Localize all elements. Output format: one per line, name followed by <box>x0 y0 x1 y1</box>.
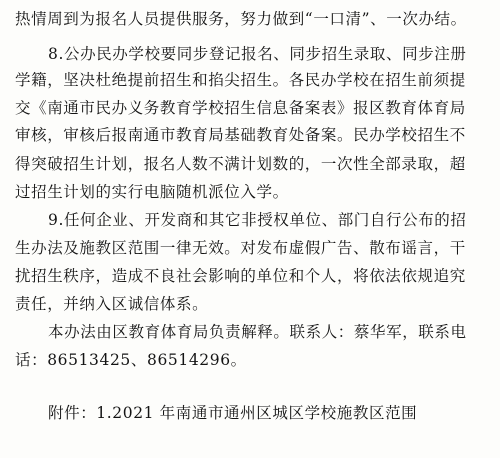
paragraph-line-4: 交《南通市民办义务教育学校招生信息备案表》报区教育体育局 <box>15 99 466 117</box>
paragraph-line-5: 审核，审核后报南通市教育局基础教育处备案。民办学校招生不 <box>15 126 466 144</box>
paragraph-line-6: 得突破招生计划，报名人数不满计划数的，一次性全部录取，超 <box>15 155 466 173</box>
paragraph-line-11: 责任，并纳入区诚信体系。 <box>15 295 209 313</box>
paragraph-line-12: 本办法由区教育体育局负责解释。联系人：蔡华军，联系电 <box>48 323 467 341</box>
paragraph-line-9: 生办法及施教区范围一律无效。对发布虚假广告、散布谣言，干 <box>15 239 466 257</box>
paragraph-line-8: 9.任何企业、开发商和其它非授权单位、部门自行公布的招 <box>48 211 467 229</box>
paragraph-line-2: 8.公办民办学校要同步登记报名、同步招生录取、同步注册 <box>48 45 467 63</box>
paragraph-line-3: 学籍，坚决杜绝提前招生和掐尖招生。各民办学校在招生前须提 <box>15 71 466 89</box>
attachment-line: 附件：1.2021 年南通市通州区城区学校施教区范围 <box>48 404 418 422</box>
paragraph-line-7: 过招生计划的实行电脑随机派位入学。 <box>15 183 289 201</box>
paragraph-line-13: 话：86513425、86514296。 <box>15 351 247 369</box>
paragraph-line-10: 扰招生秩序，造成不良社会影响的单位和个人，将依法依规追究 <box>15 267 466 285</box>
paragraph-line-1: 热情周到为报名人员提供服务，努力做到“一口清”、一次办结。 <box>15 10 467 28</box>
